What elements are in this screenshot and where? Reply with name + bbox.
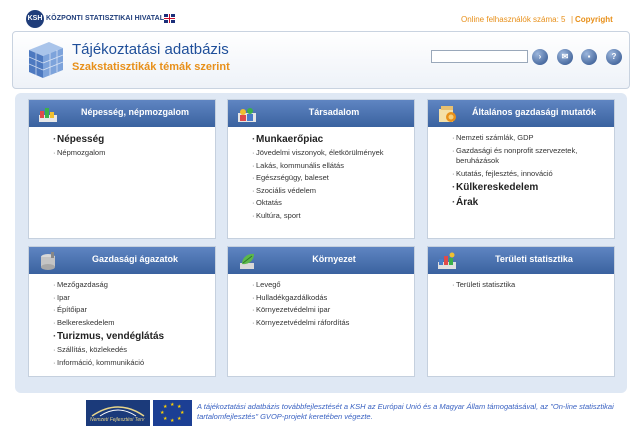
separator: | [571,15,574,24]
topic-link-gazdasagi-szervezetek[interactable]: · Gazdasági és nonprofit szervezetek, beruházások [456,145,614,168]
topic-link-mezogazdasag[interactable]: · Mezőgazdaság [57,279,215,292]
ksh-logo-text[interactable]: KÖZPONTI STATISZTIKAI HIVATAL [46,15,165,22]
topic-link-oktatas[interactable]: · Oktatás [256,197,414,210]
top-bar [0,0,640,30]
topic-link-belkereskedelem[interactable]: · Belkereskedelem [57,317,215,330]
topic-link-szallitas[interactable]: · Szállítás, közlekedés [57,344,215,357]
help-icon[interactable]: ? [606,49,622,65]
topic-link-ipar[interactable]: · Ipar [57,292,215,305]
card-title: Társadalom [308,107,360,117]
card-economic-indicators [427,99,615,239]
online-users-count: Online felhasználók száma: 5 [461,15,566,24]
card-title: Környezet [312,254,356,264]
card-environment [227,246,415,377]
page-subtitle: Szakstatisztikák témák szerint [72,61,230,73]
topic-link-levego[interactable]: · Levegő [256,279,414,292]
topic-link-arak[interactable]: · Árak [456,195,614,210]
topic-link-hulladek[interactable]: · Hulladékgazdálkodás [256,292,414,305]
card-title: Területi statisztika [495,254,573,264]
nft-logo[interactable] [86,400,150,426]
topic-link-kornyezetvedelmi-ipar[interactable]: · Környezetvédelmi ipar [256,304,414,317]
topic-link-kultura[interactable]: · Kultúra, sport [256,210,414,223]
eu-flag-icon[interactable]: ★ ★ ★ ★ ★ ★ ★ ★ [153,400,192,426]
card-title: Gazdasági ágazatok [91,254,179,264]
card-regional [427,246,615,377]
card-title: Általános gazdasági mutatók [471,107,597,117]
copyright-link[interactable]: Copyright [575,15,613,24]
card-society [227,99,415,239]
topic-link-egeszsegugy[interactable]: · Egészségügy, baleset [256,172,414,185]
ksh-logo-icon[interactable]: KSH [26,10,44,28]
card-header [428,247,614,274]
topic-link-munkaeropiac[interactable]: · Munkaerőpiac [256,132,414,147]
card-header [228,100,414,127]
card-header [29,100,215,127]
header-panel [12,31,630,89]
card-header [428,100,614,127]
topic-link-turizmus[interactable]: · Turizmus, vendéglátás [57,329,215,344]
topic-link-jovedelmi[interactable]: · Jövedelmi viszonyok, életkörülmények [256,147,414,160]
topic-link-nepmozgalom[interactable]: · Népmozgalom [57,147,215,160]
footer [86,400,616,428]
search-go-icon[interactable]: › [532,49,548,65]
card-title: Népesség, népmozgalom [80,107,190,117]
topic-link-kulkereskedelem[interactable]: · Külkereskedelem [456,180,614,195]
card-header [29,247,215,274]
page-title: Tájékoztatási adatbázis [72,41,229,58]
card-header [228,247,414,274]
mail-icon[interactable]: ✉ [557,49,573,65]
card-economic-sectors [28,246,216,377]
topic-link-epitoipar[interactable]: · Építőipar [57,304,215,317]
database-cube-icon [21,36,67,82]
card-population [28,99,216,239]
topics-panel [15,93,627,393]
footer-funding-text: A tájékoztatási adatbázis továbbfejlesztését a KSH az Európai Unió és a Magyar Állam támogatásával, az "On-line statisztikai tartalomfejlesztés" GVOP-projekt keretében végezte. [197,402,614,421]
print-icon[interactable]: ▪ [581,49,597,65]
topic-link-szocialis[interactable]: · Szociális védelem [256,185,414,198]
nft-label: Nemzeti Fejlesztési Terv [90,417,145,423]
topic-link-teruleti[interactable]: · Területi statisztika [456,279,614,292]
topic-link-kutatas[interactable]: · Kutatás, fejlesztés, innováció [456,168,614,181]
topic-link-informacio[interactable]: · Információ, kommunikáció [57,357,215,370]
topic-link-nepesseg[interactable]: · Népesség [57,132,215,147]
topic-link-lakas[interactable]: · Lakás, kommunális ellátás [256,160,414,173]
topic-link-kornyezetvedelmi-raforditas[interactable]: · Környezetvédelmi ráfordítás [256,317,414,330]
english-flag-icon[interactable] [164,14,175,23]
topic-link-nemzeti-szamlak[interactable]: · Nemzeti számlák, GDP [456,132,614,145]
search-input[interactable] [431,50,528,63]
